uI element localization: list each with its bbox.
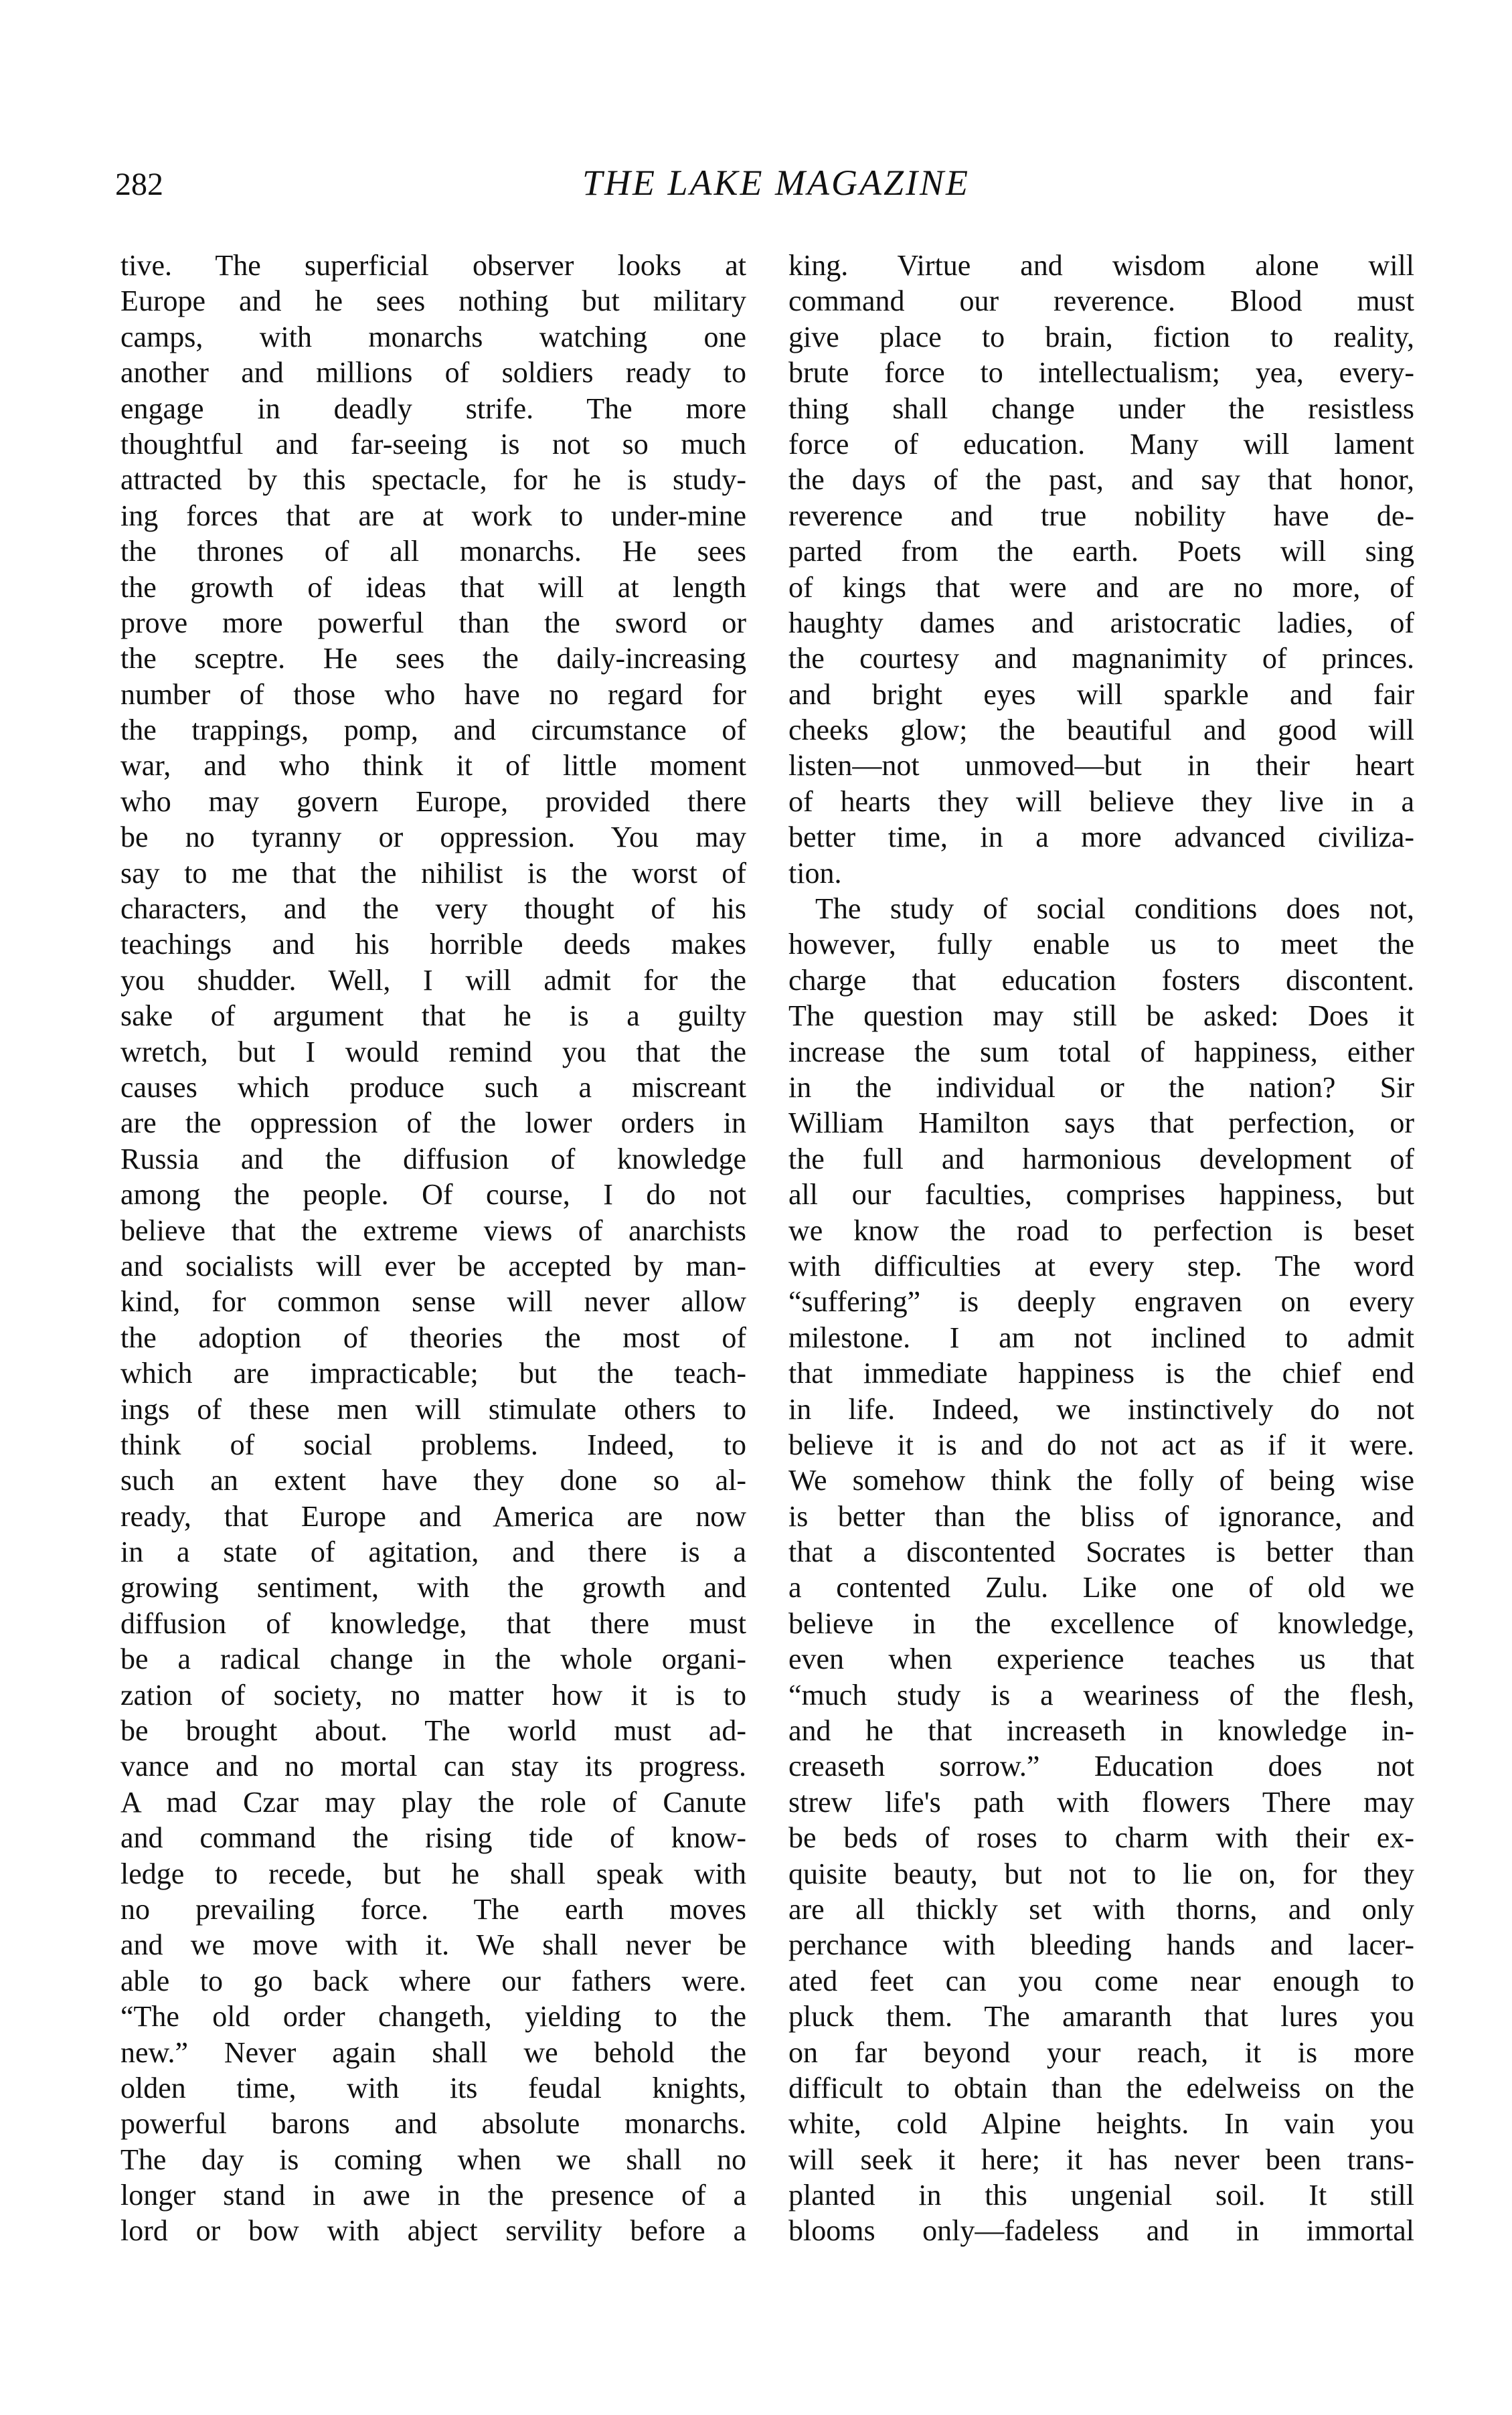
text-line: think of social problems. Indeed, to	[120, 1428, 746, 1461]
text-line: that immediate happiness is the chief end	[788, 1357, 1414, 1390]
text-line: The day is coming when we shall no	[120, 2143, 746, 2176]
text-line: lord or bow with abject servility before a	[120, 2214, 746, 2248]
text-line: parted from the earth. Poets will sing	[788, 535, 1414, 568]
text-line: thing shall change under the resistless	[788, 392, 1414, 425]
text-line: quisite beauty, but not to lie on, for they	[788, 1857, 1414, 1890]
text-line: new.” Never again shall we behold the	[120, 2035, 746, 2069]
text-line: we know the road to perfection is beset	[788, 1214, 1414, 1247]
text-line: the days of the past, and say that honor,	[788, 463, 1414, 497]
text-line: increase the sum total of happiness, either	[788, 1035, 1414, 1068]
text-line: sake of argument that he is a guilty	[120, 999, 746, 1033]
text-line: in life. Indeed, we instinctively do not	[788, 1392, 1414, 1426]
text-line: say to me that the nihilist is the worst of	[120, 856, 746, 890]
text-line: strew life's path with flowers There may	[788, 1785, 1414, 1819]
text-line: wretch, but I would remind you that the	[120, 1035, 746, 1068]
text-line: the thrones of all monarchs. He sees	[120, 535, 746, 568]
running-title: THE LAKE MAGAZINE	[582, 163, 970, 203]
text-line: the courtesy and magnanimity of princes.	[788, 642, 1414, 675]
text-line: olden time, with its feudal knights,	[120, 2071, 746, 2104]
text-line: which are impracticable; but the teach-	[120, 1357, 746, 1390]
text-line: William Hamilton says that perfection, or	[788, 1106, 1414, 1140]
text-line: of hearts they will believe they live in a	[788, 784, 1414, 818]
text-line: tive. The superficial observer looks at	[120, 249, 746, 282]
text-line: king. Virtue and wisdom alone will	[788, 249, 1414, 282]
text-line: who may govern Europe, provided there	[120, 784, 746, 818]
text-line: vance and no mortal can stay its progress.	[120, 1750, 746, 1783]
text-column-right	[788, 248, 1414, 2249]
text-line: ledge to recede, but he shall speak with	[120, 1857, 746, 1890]
text-line: camps, with monarchs watching one	[120, 320, 746, 353]
text-line: believe it is and do not act as if it were.	[788, 1428, 1414, 1461]
text-line: among the people. Of course, I do not	[120, 1178, 746, 1212]
text-line: We somehow think the folly of being wise	[788, 1464, 1414, 1497]
text-line: “much study is a weariness of the flesh,	[788, 1678, 1414, 1712]
text-line: number of those who have no regard for	[120, 677, 746, 711]
text-line: the full and harmonious development of	[788, 1142, 1414, 1175]
text-line: you shudder. Well, I will admit for the	[120, 963, 746, 997]
text-line: reverence and true nobility have de-	[788, 499, 1414, 532]
text-line: zation of society, no matter how it is to	[120, 1678, 746, 1712]
text-line: “The old order changeth, yielding to the	[120, 2000, 746, 2033]
text-line: characters, and the very thought of his	[120, 892, 746, 926]
text-column-left	[120, 248, 746, 2249]
text-line: blooms only—fadeless and in immortal	[788, 2214, 1414, 2248]
text-line: attracted by this spectacle, for he is study-	[120, 463, 746, 497]
text-line: is better than the bliss of ignorance, and	[788, 1499, 1414, 1533]
text-line: that a discontented Socrates is better than	[788, 1535, 1414, 1569]
text-line: in a state of agitation, and there is a	[120, 1535, 746, 1569]
text-line: and socialists will ever be accepted by man-	[120, 1249, 746, 1282]
text-line: and bright eyes will sparkle and fair	[788, 677, 1414, 711]
text-line: kind, for common sense will never allow	[120, 1285, 746, 1319]
text-line: on far beyond your reach, it is more	[788, 2035, 1414, 2069]
text-line: Europe and he sees nothing but military	[120, 284, 746, 318]
text-line: The study of social conditions does not,	[815, 892, 1414, 926]
text-line: the growth of ideas that will at length	[120, 570, 746, 604]
text-line: perchance with bleeding hands and lacer-	[788, 1928, 1414, 1962]
text-line: and he that increaseth in knowledge in-	[788, 1714, 1414, 1748]
text-line: causes which produce such a miscreant	[120, 1070, 746, 1104]
text-line: a contented Zulu. Like one of old we	[788, 1571, 1414, 1604]
text-line: haughty dames and aristocratic ladies, of	[788, 606, 1414, 639]
text-line: creaseth sorrow.” Education does not	[788, 1750, 1414, 1783]
text-line: the adoption of theories the most of	[120, 1321, 746, 1354]
text-line: believe in the excellence of knowledge,	[788, 1606, 1414, 1640]
text-line: planted in this ungenial soil. It still	[788, 2179, 1414, 2212]
text-line: another and millions of soldiers ready to	[120, 356, 746, 390]
text-line: better time, in a more advanced civiliza-	[788, 821, 1414, 854]
text-line: diffusion of knowledge, that there must	[120, 1606, 746, 1640]
text-line: engage in deadly strife. The more	[120, 392, 746, 425]
text-line: be brought about. The world must ad-	[120, 1714, 746, 1748]
text-line: are all thickly set with thorns, and only	[788, 1892, 1414, 1926]
text-line: teachings and his horrible deeds makes	[120, 928, 746, 961]
text-line: charge that education fosters discontent.	[788, 963, 1414, 997]
text-line: however, fully enable us to meet the	[788, 928, 1414, 961]
text-line: war, and who think it of little moment	[120, 749, 746, 782]
text-line: give place to brain, fiction to reality,	[788, 320, 1414, 353]
text-line: are the oppression of the lower orders in	[120, 1106, 746, 1140]
text-line: such an extent have they done so al-	[120, 1464, 746, 1497]
text-line: milestone. I am not inclined to admit	[788, 1321, 1414, 1354]
text-line: longer stand in awe in the presence of a	[120, 2179, 746, 2212]
text-line: be beds of roses to charm with their ex-	[788, 1821, 1414, 1855]
text-line: be a radical change in the whole organi-	[120, 1643, 746, 1676]
text-line: ing forces that are at work to under-mine	[120, 499, 746, 532]
text-line: of kings that were and are no more, of	[788, 570, 1414, 604]
text-line: no prevailing force. The earth moves	[120, 1892, 746, 1926]
text-line: ated feet can you come near enough to	[788, 1964, 1414, 1997]
text-line: force of education. Many will lament	[788, 427, 1414, 461]
text-line: with difficulties at every step. The word	[788, 1249, 1414, 1282]
text-line: be no tyranny or oppression. You may	[120, 821, 746, 854]
text-line: able to go back where our fathers were.	[120, 1964, 746, 1997]
text-line: and we move with it. We shall never be	[120, 1928, 746, 1962]
text-line: the sceptre. He sees the daily-increasing	[120, 642, 746, 675]
page-number: 282	[115, 167, 163, 202]
text-line: will seek it here; it has never been trans-	[788, 2143, 1414, 2176]
text-line: in the individual or the nation? Sir	[788, 1070, 1414, 1104]
text-line: A mad Czar may play the role of Canute	[120, 1785, 746, 1819]
text-line: growing sentiment, with the growth and	[120, 1571, 746, 1604]
text-line: tion.	[788, 856, 842, 890]
text-line: and command the rising tide of know-	[120, 1821, 746, 1855]
text-line: the trappings, pomp, and circumstance of	[120, 714, 746, 747]
text-line: cheeks glow; the beautiful and good will	[788, 714, 1414, 747]
text-line: pluck them. The amaranth that lures you	[788, 2000, 1414, 2033]
text-line: Russia and the diffusion of knowledge	[120, 1142, 746, 1175]
text-line: ings of these men will stimulate others to	[120, 1392, 746, 1426]
text-line: difficult to obtain than the edelweiss on the	[788, 2071, 1414, 2104]
text-line: even when experience teaches us that	[788, 1643, 1414, 1676]
text-line: The question may still be asked: Does it	[788, 999, 1414, 1033]
text-line: listen—not unmoved—but in their heart	[788, 749, 1414, 782]
text-line: powerful barons and absolute monarchs.	[120, 2107, 746, 2141]
text-line: believe that the extreme views of anarchists	[120, 1214, 746, 1247]
text-line: white, cold Alpine heights. In vain you	[788, 2107, 1414, 2141]
text-line: prove more powerful than the sword or	[120, 606, 746, 639]
text-line: brute force to intellectualism; yea, every-	[788, 356, 1414, 390]
text-line: “suffering” is deeply engraven on every	[788, 1285, 1414, 1319]
text-line: thoughtful and far-seeing is not so much	[120, 427, 746, 461]
text-line: all our faculties, comprises happiness, but	[788, 1178, 1414, 1212]
text-line: command our reverence. Blood must	[788, 284, 1414, 318]
text-line: ready, that Europe and America are now	[120, 1499, 746, 1533]
